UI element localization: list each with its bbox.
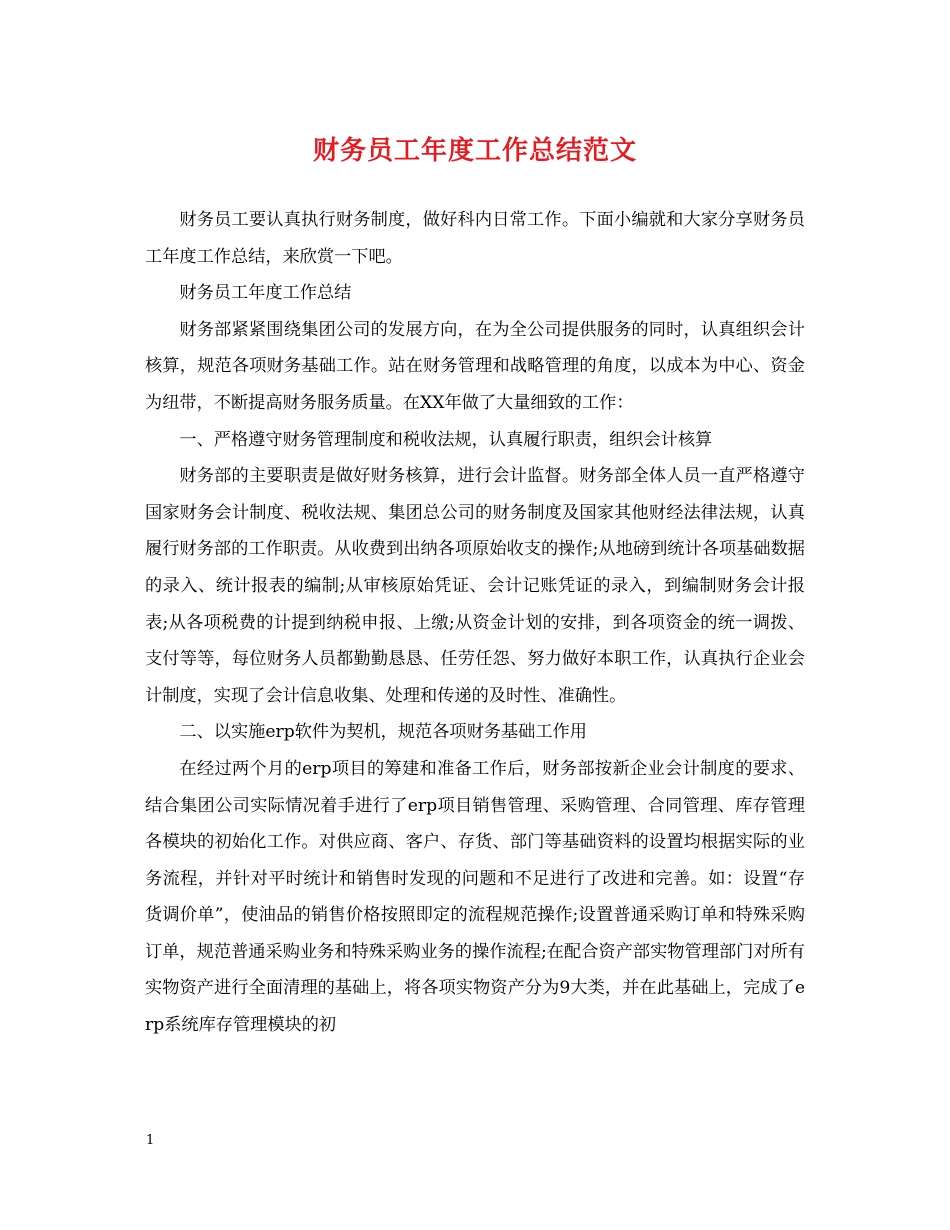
section-heading-1: 一、严格遵守财务管理制度和税收法规，认真履行职责，组织会计核算 — [179, 429, 713, 450]
section-heading-2: 二、以实施erp软件为契机，规范各项财务基础工作用 — [179, 722, 587, 743]
overview-paragraph: 财务部紧紧围绕集团公司的发展方向，在为全公司提供服务的同时，认真组织会计核算，规范各项财务基础工作。站在财务管理和战略管理的角度，以成本为中心、资金为纽带，不断提高财务服务质量。在XX年做了大量细致的工作： — [145, 319, 805, 413]
intro-paragraph: 财务员工要认真执行财务制度，做好科内日常工作。下面小编就和大家分享财务员工年度工作总结，来欣赏一下吧。 — [145, 210, 805, 267]
section-1-paragraph: 财务部的主要职责是做好财务核算，进行会计监督。财务部全体人员一直严格遵守国家财务会计制度、税收法规、集团总公司的财务制度及国家其他财经法律法规，认真履行财务部的工作职责。从收费到出纳各项原始收支的操作;从地磅到统计各项基础数据的录入、统计报表的编制;从审核原始凭证、会计记账凭证的录入，到编制财务会计报表;从各项税费的计提到纳税申报、上缴;从资金计划的安排，到各项资金的统一调拨、支付等等，每位财务人员都勤勤恳恳、任劳任怨、努力做好本职工作，认真执行企业会计制度，实现了会计信息收集、处理和传递的及时性、准确性。 — [145, 466, 805, 706]
page-number: 1 — [146, 1133, 155, 1148]
section-2-paragraph: 在经过两个月的erp项目的筹建和准备工作后，财务部按新企业会计制度的要求、结合集团公司实际情况着手进行了erp项目销售管理、采购管理、合同管理、库存管理各模块的初始化工作。对供应商、客户、存货、部门等基础资料的设置均根据实际的业务流程，并针对平时统计和销售时发现的问题和不足进行了改进和完善。如：设置“存货调价单”，使油品的销售价格按照即定的流程规范操作;设置普通采购订单和特殊采购订单，规范普通采购业务和特殊采购业务的操作流程;在配合资产部实物管理部门对所有实物资产进行全面清理的基础上，将各项实物资产分为9大类，并在此基础上，完成了erp系统库存管理模块的初 — [145, 758, 805, 1036]
document-title: 财务员工年度工作总结范文 — [312, 136, 637, 166]
document-body — [145, 202, 805, 1044]
section-heading-summary: 财务员工年度工作总结 — [179, 283, 352, 304]
